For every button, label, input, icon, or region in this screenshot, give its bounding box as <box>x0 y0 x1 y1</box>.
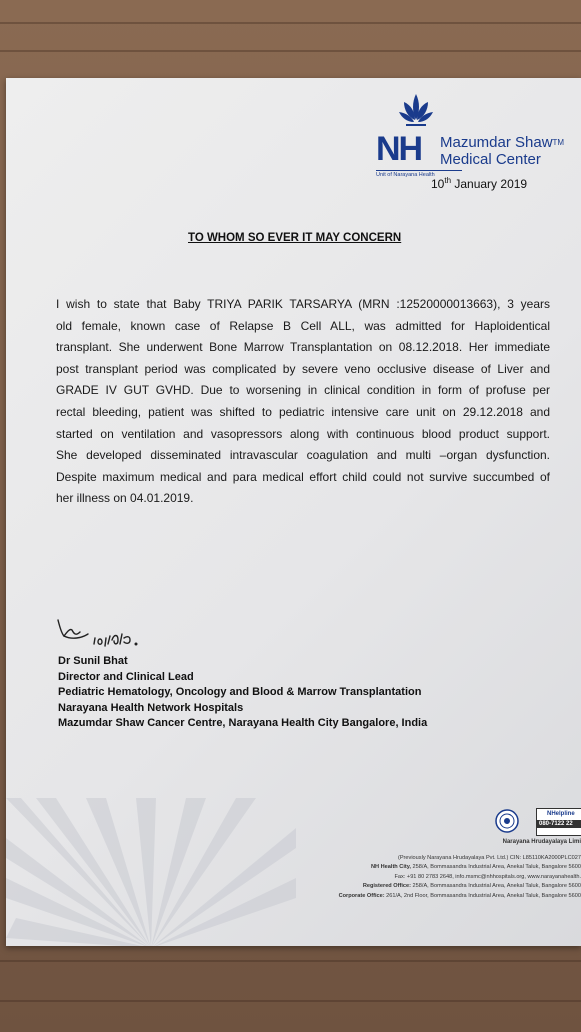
footer-company: Narayana Hrudayalaya Limi <box>502 839 581 845</box>
accreditation-seal-icon <box>494 808 524 834</box>
footer-registered <box>221 882 581 892</box>
nh-logo-mark: NH <box>376 130 422 168</box>
signer-network: Narayana Health Network Hospitals <box>58 701 244 714</box>
handwritten-signature <box>52 614 162 654</box>
letter-title: TO WHOM SO EVER IT MAY CONCERN <box>188 232 402 244</box>
body-line: GRADE IV GUT GVHD. Due to worsening in clinical condition in form of profuse per <box>56 383 550 398</box>
signature-block <box>58 654 427 732</box>
signer-centre: Mazumdar Shaw Cancer Centre, Narayana Health City Bangalore, India <box>58 717 428 729</box>
helpline-number: 080-7122 22 <box>537 820 581 828</box>
lotus-logo-icon <box>398 92 434 132</box>
date-day: 10 <box>431 177 445 191</box>
body-line: She developed disseminated intravascular coagulation and multi –organ dysfunction. <box>56 448 550 463</box>
signer-name: Dr Sunil Bhat <box>58 655 128 667</box>
corporate-address: 261/A, 2nd Floor, Bommasandra Industrial Area, Anekal Taluk, Bangalore 5600 <box>384 892 581 899</box>
signer-designation: Director and Clinical Lead <box>58 670 194 683</box>
table-grain <box>0 22 581 24</box>
body-line: started on ventilation and vasopressors along with continuous blood product support. <box>56 426 550 441</box>
date-rest: January 2019 <box>451 177 528 191</box>
unit-line: Unit of Narayana Health <box>376 170 462 178</box>
footer-contact: Fax: +91 80 2783 2648, info.msmc@nhhospitals.org, www.narayanahealth. <box>394 873 581 880</box>
footer-previously: (Previously Narayana Hrudayalaya Pvt. Ltd.) CIN: L85110KA2000PLC027 <box>397 854 581 861</box>
body-line: post transplant period was complicated by severe veno occlusive disease of Liver and <box>56 361 550 376</box>
trademark: TM <box>552 138 565 147</box>
body-line: I wish to state that Baby TRIYA PARIK TARSARYA (MRN :12520000013663), 3 years <box>56 297 550 311</box>
helpline-badge <box>536 808 581 836</box>
body-line: Despite maximum medical and para medical effort child could not survive succumbed of <box>56 469 550 484</box>
footer-corporate <box>221 892 581 902</box>
signer-department: Pediatric Hematology, Oncology and Blood & Marrow Transplantation <box>58 686 422 698</box>
letter-date <box>431 176 527 191</box>
date-suffix: th <box>444 176 452 185</box>
letter-page <box>6 78 581 946</box>
body-line: her illness on 04.01.2019. <box>56 491 194 506</box>
letter-footer <box>221 838 581 901</box>
letter-body <box>56 294 550 510</box>
body-line: rectal bleeding, patient was shifted to pediatric intensive care unit on 29.12.2018 and <box>56 404 550 419</box>
helpline-label: NHelpline <box>547 811 575 817</box>
hospital-name <box>440 134 564 168</box>
hospital-name-line1: Mazumdar Shaw <box>440 134 553 151</box>
health-city-label: NH Health City, <box>371 864 411 870</box>
corporate-label: Corporate Office: <box>338 892 385 899</box>
table-grain <box>0 50 581 52</box>
hospital-name-line2: Medical Center <box>440 151 541 168</box>
table-grain <box>0 1000 581 1002</box>
health-city-address: 258/A, Bommasandra Industrial Area, Anekal Taluk, Bangalore 5600 <box>411 864 581 870</box>
table-grain <box>0 960 581 962</box>
body-line: transplant. She underwent Bone Marrow Transplantation on 08.12.2018. Her immediate <box>56 340 550 355</box>
registered-label: Registered Office: <box>362 883 411 889</box>
body-line: old female, known case of Relapse B Cell ALL, was admitted for Haploidentical <box>56 318 550 333</box>
footer-health-city <box>221 863 581 873</box>
registered-address: 258/A, Bommasandra Industrial Area, Anekal Taluk, Bangalore 5600 <box>411 883 581 889</box>
hospital-logo <box>376 92 581 182</box>
